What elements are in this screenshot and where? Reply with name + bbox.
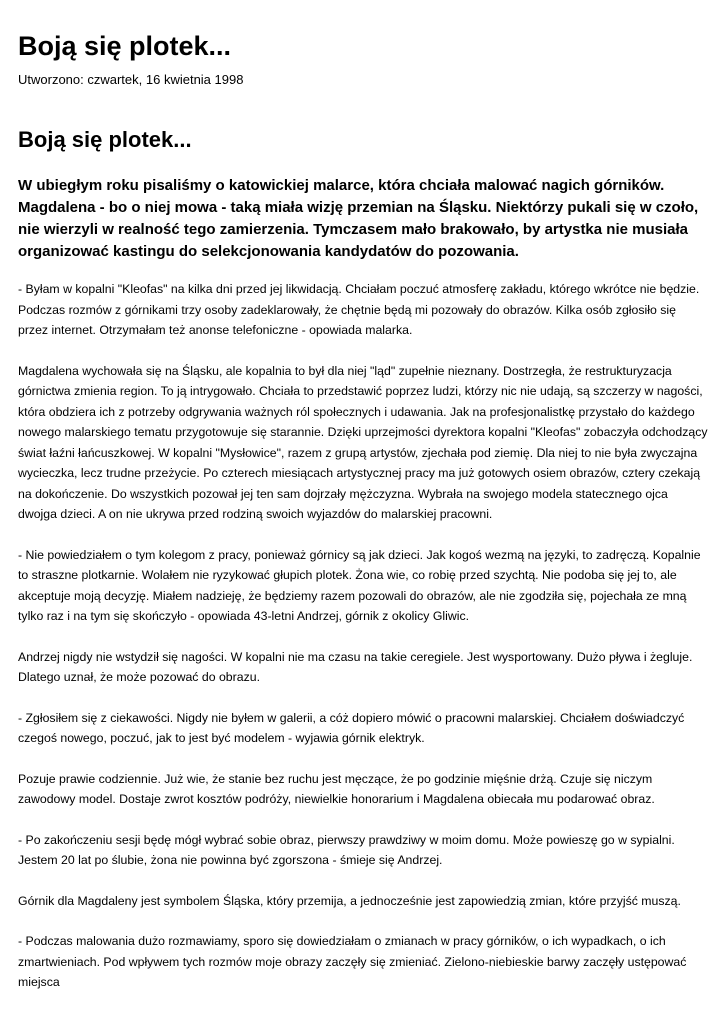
paragraph: - Po zakończeniu sesji będę mógł wybrać sobie obraz, pierwszy prawdziwy w moim domu. Może powieszę go w sypialni. Jestem 20 lat po ślubie, żona nie powinna być zgorszona - śmieje się Andrzej. bbox=[18, 832, 675, 867]
paragraph: Andrzej nigdy nie wstydził się nagości. W kopalni nie ma czasu na takie ceregiele. Jest wysportowany. Dużo pływa i żegluje. Dlatego uznał, że może pozować do obrazu. bbox=[18, 649, 693, 684]
created-date: Utworzono: czwartek, 16 kwietnia 1998 bbox=[18, 72, 244, 87]
article-title: Boją się plotek... bbox=[18, 127, 192, 152]
paragraph: Górnik dla Magdaleny jest symbolem Śląska, który przemija, a jednocześnie jest zapowiedzią zmian, które przyjść muszą. bbox=[18, 893, 681, 908]
article-lead: W ubiegłym roku pisaliśmy o katowickiej malarce, która chciała malować nagich górników. Magdalena - bo o niej mowa - taką miała wizję przemian na Śląsku. Niektórzy pukali się w czoło, nie wierzyli w realność tego zamierzenia. Tymczasem mało brakowało, by artystka nie musiała organizować kastingu do selekcjonowania kandydatów do pozowania. bbox=[18, 177, 699, 260]
article-body bbox=[18, 279, 709, 1013]
paragraph: - Podczas malowania dużo rozmawiamy, sporo się dowiedziałam o zmianach w pracy górników, o ich wypadkach, o ich zmartwieniach. Pod wpływem tych rozmów moje obrazy zaczęły się zmieniać. Zielono-niebieskie barwy zaczęły ustępować miejsca bbox=[18, 934, 687, 989]
paragraph: - Zgłosiłem się z ciekawości. Nigdy nie byłem w galerii, a cóż dopiero mówić o pracowni malarskiej. Chciałem doświadczyć czegoś nowego, poczuć, jak to jest być modelem - wyjawia górnik elektryk. bbox=[18, 710, 685, 745]
paragraph: Pozuje prawie codziennie. Już wie, że stanie bez ruchu jest męczące, że po godzinie mięśnie drżą. Czuje się niczym zawodowy model. Dostaje zwrot kosztów podróży, niewielkie honorarium i Magdalena obiecała mu podarować obraz. bbox=[18, 771, 655, 806]
paragraph: - Nie powiedziałem o tym kolegom z pracy, ponieważ górnicy są jak dzieci. Jak kogoś wezmą na języki, to zadręczą. Kopalnie to straszne plotkarnie. Wolałem nie ryzykować głupich plotek. Żona wie, co robię przed szychtą. Nie podoba się jej to, ale akceptuje moją decyzję. Miałem nadzieję, że będziemy razem pozowali do obrazów, ale nie zgodziła się, pojechała ze mną tylko raz i na tym się skończyło - opowiada 43-letni Andrzej, górnik z okolicy Gliwic. bbox=[18, 547, 701, 623]
document-title: Boją się plotek... bbox=[18, 31, 232, 61]
paragraph: Magdalena wychowała się na Śląsku, ale kopalnia to był dla niej "ląd" zupełnie nieznany. Dostrzegła, że restrukturyzacja górnictwa zmienia region. To ją intrygowało. Chciała to przedstawić poprzez ludzi, którzy nic nie udają, są szczerzy w nagości, która obdziera ich z potrzeby odgrywania ważnych ról społecznych i udawania. Jak na profesjonalistkę przystało do każdego nowego malarskiego tematu przygotowuje się starannie. Dzięki uprzejmości dyrektora kopalni "Kleofas" zobaczyła odchodzący świat łaźni łańcuszkowej. W kopalni "Mysłowice", razem z grupą artystów, zjechała pod ziemię. Dla niej to nie była zwyczajna wycieczka, lecz trudne przeżycie. Po czterech miesiącach artystycznej pracy ma już gotowych osiem obrazów, cztery czekają na dokończenie. Do wszystkich pozował jej ten sam dojrzały mężczyzna. Wybrała na swojego modela statecznego ojca dwojga dzieci. A on nie ukrywa przed rodziną swoich wyjazdów do malarskiej pracowni. bbox=[18, 363, 708, 521]
paragraph: - Byłam w kopalni "Kleofas" na kilka dni przed jej likwidacją. Chciałam poczuć atmosferę zakładu, którego wkrótce nie będzie. Podczas rozmów z górnikami trzy osoby zadeklarowały, że chętnie będą mi pozowały do obrazów. Kilka osób zgłosiło się przez internet. Otrzymałam też anonse telefoniczne - opowiada malarka. bbox=[18, 282, 700, 337]
